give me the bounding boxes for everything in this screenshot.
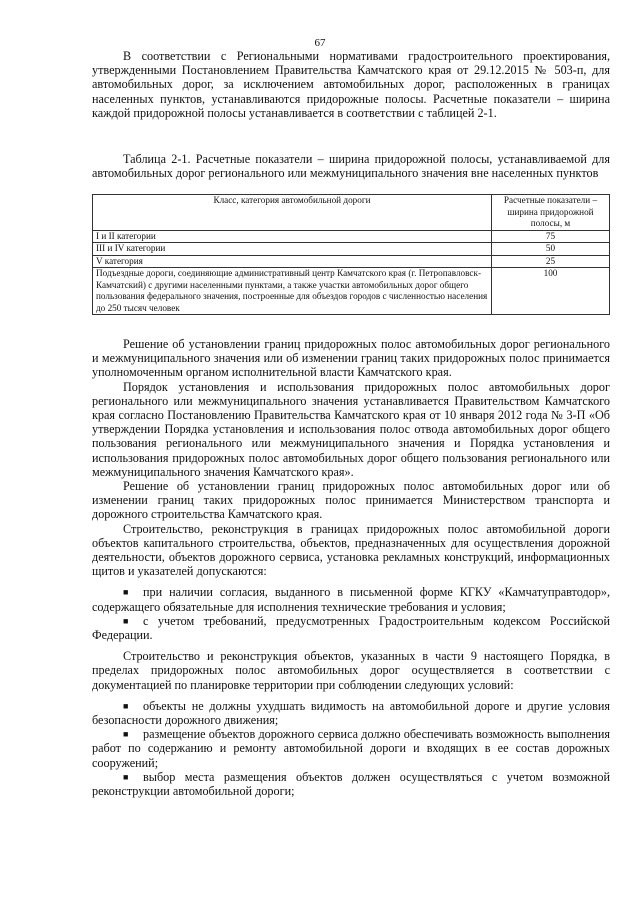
bullet-item [92, 727, 610, 770]
row-category: V категория [93, 255, 492, 268]
bullet-item [92, 614, 610, 642]
body-paragraph: Строительство и реконструкция объектов, указанных в части 9 настоящего Порядка, в пределах придорожных полос автомобильных дорог осуществляется в соответствии с документацией по планировке территории при соблюдении следующих условий: [92, 649, 610, 692]
body-paragraph: Порядок установления и использования придорожных полос автомобильных дорог регионального или межмуниципального значения устанавливается Правительством Камчатского края согласно Постановлению Правительства Камчатского края от 10 января 2012 года № 3-П «Об утверждении Порядка установления и использования полос отвода автомобильных дорог общего пользования регионального или межмуниципального значения и Порядка установления и использования придорожных полос автомобильных дорог общего пользования регионального или межмуниципального значения Камчатского края». [92, 379, 610, 479]
intro-section [92, 49, 610, 120]
body-paragraph: Решение об установлении границ придорожных полос автомобильных дорог регионального и межмуниципального значения или об изменении границ таких придорожных полос принимается уполномоченным органом исполнительной власти Камчатского края. [92, 337, 610, 380]
row-category: Подъездные дороги, соединяющие административный центр Камчатского края (г. Петропавловск-Камчатский) с другими населенными пунктами, а также участки автомобильных дорог общего пользования федерального значения, построенные для объездов городов с численностью населения до 250 тысяч человек [93, 268, 492, 315]
body-section [92, 337, 610, 798]
bullet-marker-icon: ■ [123, 771, 129, 782]
header-category: Класс, категория автомобильной дороги [93, 195, 492, 231]
table-header-row [93, 195, 610, 231]
table-row [93, 268, 610, 315]
bullet-item [92, 770, 610, 798]
intro-paragraph: В соответствии с Региональными нормативами градостроительного проектирования, утвержденными Постановлением Правительства Камчатского края от 29.12.2015 № 503-п, для автомобильных дорог, за исключением автомобильных дорог, расположенных в границах населенных пунктов, устанавливаются придорожные полосы. Расчетные показатели – ширина каждой придорожной полосы устанавливается в соответствии с таблицей 2-1. [92, 49, 610, 120]
page-number: 67 [314, 37, 326, 49]
table-row [93, 243, 610, 256]
table-row [93, 255, 610, 268]
bullet-item [92, 585, 610, 613]
bullet-item [92, 699, 610, 727]
row-category: I и II категории [93, 230, 492, 243]
bullet-text: объекты не должны ухудшать видимость на автомобильной дороге и другие условия безопасности дорожного движения; [92, 698, 610, 728]
bullet-text: с учетом требований, предусмотренных Градостроительным кодексом Российской Федерации. [92, 613, 610, 643]
bullet-text: выбор места размещения объектов должен осуществляться с учетом возможной реконструкции автомобильной дороги; [92, 769, 610, 799]
row-width: 75 [492, 230, 610, 243]
body-paragraph: Решение об установлении границ придорожных полос автомобильных дорог или об изменении границ таких придорожных полос принимается Министерством транспорта и дорожного строительства Камчатского края. [92, 479, 610, 522]
bullet-marker-icon: ■ [123, 700, 129, 711]
row-width: 100 [492, 268, 610, 315]
table-caption-section [92, 152, 610, 180]
row-width: 25 [492, 255, 610, 268]
table-row [93, 230, 610, 243]
bullet-text: размещение объектов дорожного сервиса должно обеспечивать возможность выполнения работ по содержанию и ремонту автомобильной дороги и входящих в ее состав дорожных сооружений; [92, 727, 610, 770]
bullet-marker-icon: ■ [123, 587, 129, 598]
header-width: Расчетные показатели – ширина придорожной полосы, м [492, 195, 610, 231]
bullet-text: при наличии согласия, выданного в письменной форме КГКУ «Камчатуправтодор», содержащего обязательные для исполнения технические требования и условия; [92, 585, 610, 614]
body-paragraph: Строительство, реконструкция в границах придорожных полос автомобильной дороги объектов капитального строительства, объектов, предназначенных для осуществления дорожной деятельности, объектов дорожного сервиса, установка рекламных конструкций, информационных щитов и указателей допускаются: [92, 521, 610, 579]
table-caption: Таблица 2-1. Расчетные показатели – ширина придорожной полосы, устанавливаемой для автомобильных дорог регионального или межмуниципального значения вне населенных пунктов [92, 152, 610, 181]
width-table [92, 194, 610, 315]
row-width: 50 [492, 243, 610, 256]
bullet-marker-icon: ■ [123, 729, 129, 740]
bullet-marker-icon: ■ [123, 615, 129, 626]
row-category: III и IV категории [93, 243, 492, 256]
